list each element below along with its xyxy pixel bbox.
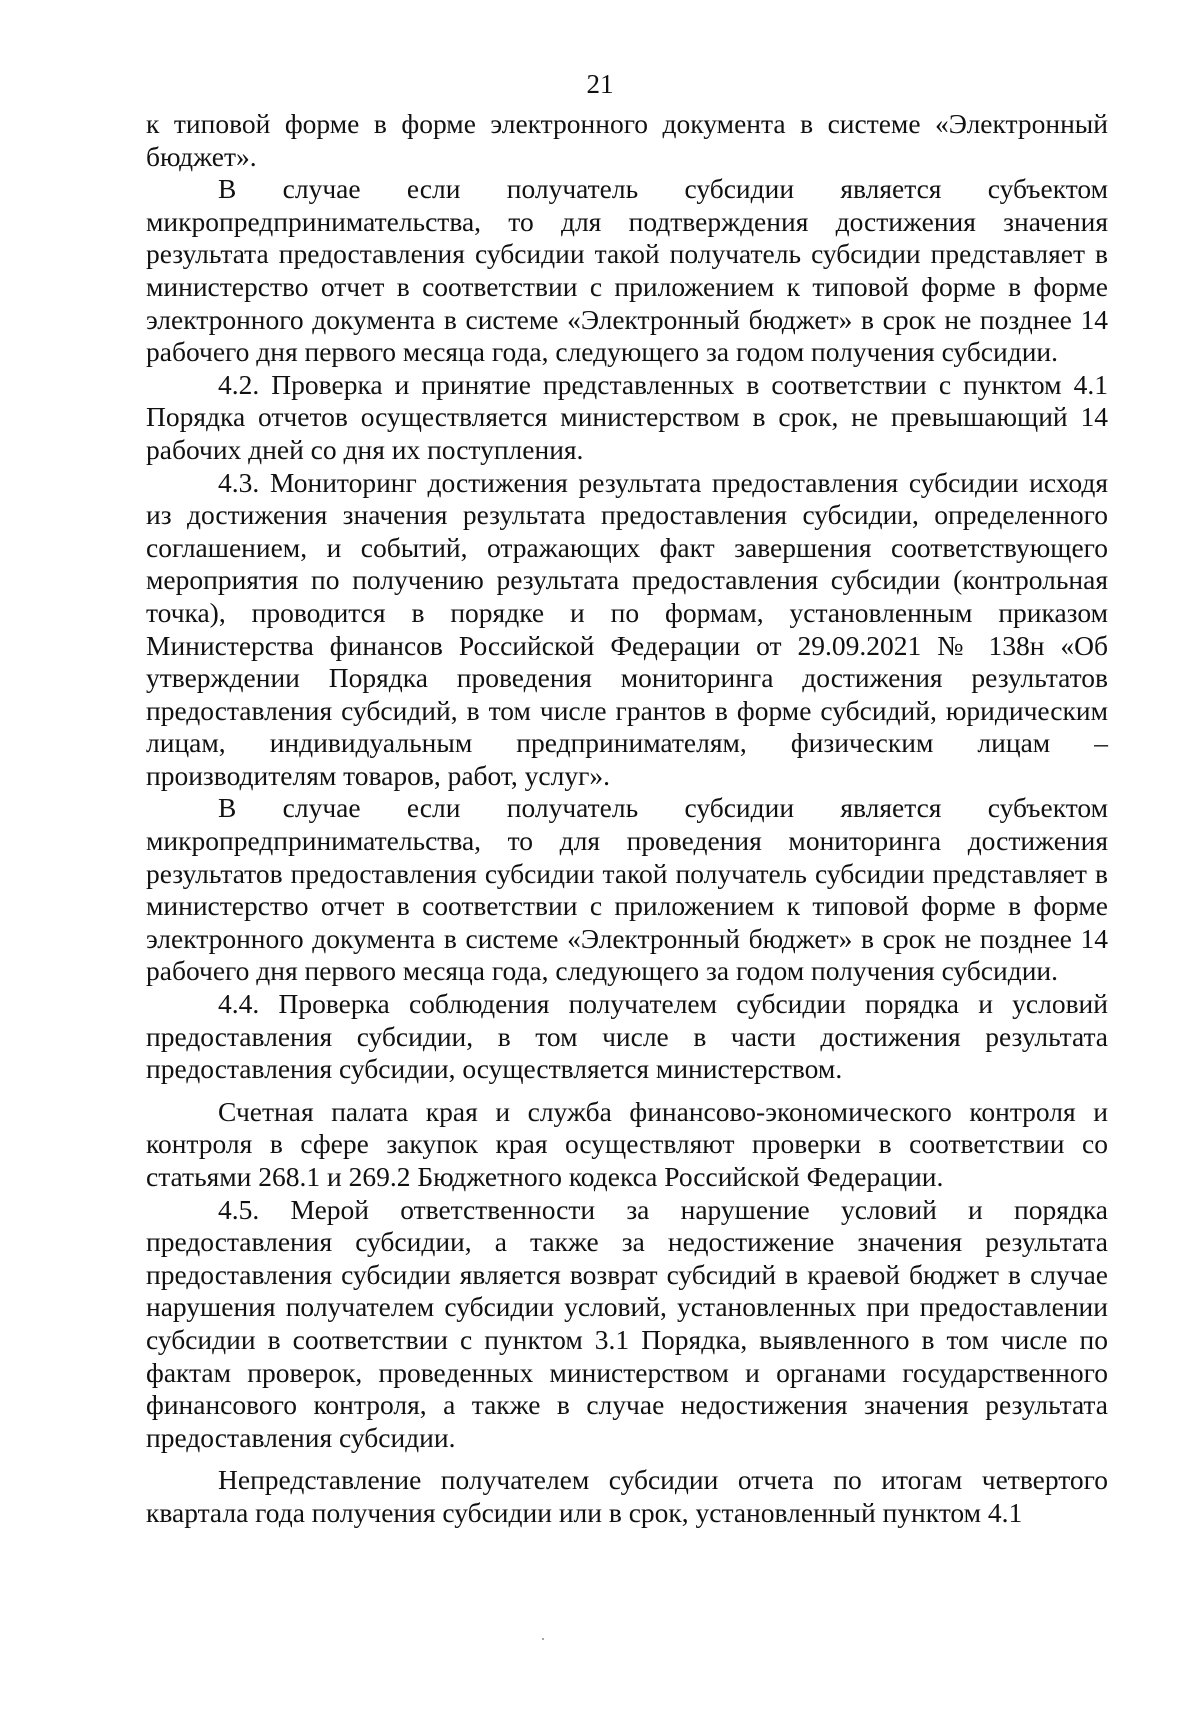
paragraph-4-3: 4.3. Мониторинг достижения результата предоставления субсидии исходя из достижения значения результата предоставления субсидии, определенного соглашением, и событий, отражающих факт завершения соответствующего мероприятия по получению результата предоставления субсидии (контрольная точка), проводится в порядке и по формам, установленным приказом Министерства финансов Российской Федерации от 29.09.2021 № 138н «Об утверждении Порядка проведения мониторинга достижения результатов предоставления субсидий, в том числе грантов в форме субсидий, юридическим лицам, индивидуальным предпринимателям, физическим лицам – производителям товаров, работ, услуг». — [146, 466, 1108, 791]
paragraph-report-non-submission: Непредставление получателем субсидии отчета по итогам четвертого квартала года получения субсидии или в срок, установленный пунктом 4.1 — [146, 1464, 1108, 1528]
paragraph-4-4: 4.4. Проверка соблюдения получателем субсидии порядка и условий предоставления субсидии, в том числе в части достижения результата предоставления субсидии, осуществляется министерством. — [146, 988, 1108, 1085]
paragraph-continuation: к типовой форме в форме электронного документа в системе «Электронный бюджет». — [146, 108, 1108, 172]
paragraph-audit-chamber: Счетная палата края и служба финансово-экономического контроля и контроля в сфере закупок края осуществляют проверки в соответствии со статьями 268.1 и 269.2 Бюджетного кодекса Российской Федерации. — [146, 1095, 1108, 1192]
page-number: 21 — [586, 69, 614, 99]
paragraph-4-2: 4.2. Проверка и принятие представленных в соответствии с пунктом 4.1 Порядка отчетов осуществляется министерством в срок, не превышающий 14 рабочих дней со дня их поступления. — [146, 368, 1108, 465]
document-body — [146, 108, 1108, 1530]
scan-speck — [542, 1638, 544, 1640]
paragraph-micro-enterprise-report: В случае если получатель субсидии является субъектом микропредпринимательства, то для подтверждения достижения значения результата предоставления субсидии такой получатель субсидии представляет в министерство отчет в соответствии с приложением к типовой форме в форме электронного документа в системе «Электронный бюджет» в срок не позднее 14 рабочего дня первого месяца года, следующего за годом получения субсидии. — [146, 173, 1108, 368]
paragraph-4-5: 4.5. Мерой ответственности за нарушение условий и порядка предоставления субсидии, а также за недостижение значения результата предоставления субсидии является возврат субсидий в краевой бюджет в случае нарушения получателем субсидии условий, установленных при предоставлении субсидии в соответствии с пунктом 3.1 Порядка, выявленного в том числе по фактам проверок, проведенных министерством и органами государственного финансового контроля, а также в случае недостижения значения результата предоставления субсидии. — [146, 1193, 1108, 1453]
paragraph-micro-enterprise-monitoring: В случае если получатель субсидии является субъектом микропредпринимательства, то для проведения мониторинга достижения результатов предоставления субсидии такой получатель субсидии представляет в министерство отчет в соответствии с приложением к типовой форме в форме электронного документа в системе «Электронный бюджет» в срок не позднее 14 рабочего дня первого месяца года, следующего за годом получения субсидии. — [146, 792, 1108, 987]
